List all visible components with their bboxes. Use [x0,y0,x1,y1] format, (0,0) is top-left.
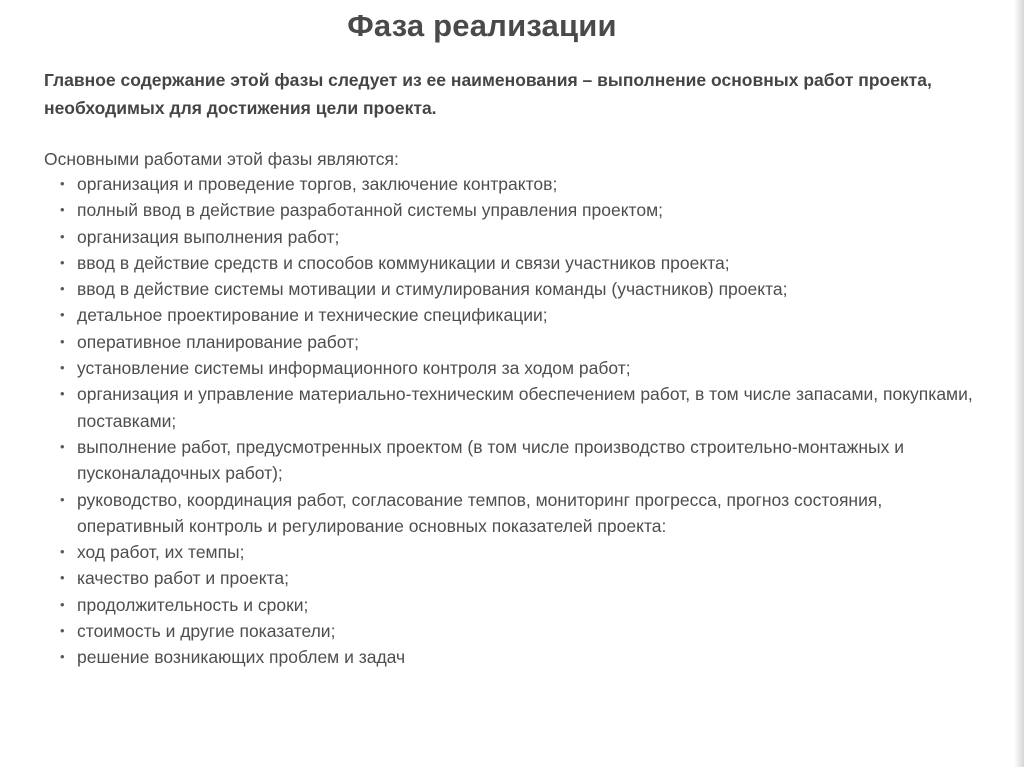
list-item [60,250,990,276]
list-item [60,565,990,591]
list-item-text: оперативное планирование работ; [77,331,360,352]
list-item-text: ввод в действие системы мотивации и стимулирования команды (участников) проекта; [77,279,788,300]
list-item-text: организация и проведение торгов, заключение контрактов; [77,174,558,194]
bullet-icon: • [60,438,65,454]
list-item [60,355,990,381]
bullet-icon: • [60,570,65,586]
list-item [60,197,990,223]
bullet-icon: • [60,623,65,639]
list-item [60,224,990,250]
list-item-text: выполнение работ, предусмотренных проектом (в том числе производство строительно-монтажных и пусконаладочных работ); [77,436,904,484]
list-item-text: организация и управление материально-техническим обеспечением работ, в том числе запасами, покупками, поставками; [77,384,973,431]
list-item-text: продолжительность и сроки; [77,594,309,615]
list-item [60,618,990,644]
list-item [60,644,990,670]
bullet-icon: • [60,307,65,323]
list-item-text: руководство, координация работ, согласование темпов, мониторинг прогресса, прогноз состояния, оперативный контроль и регулирование основных показателей проекта: [77,489,883,536]
bullet-icon: • [60,544,65,560]
list-item [60,171,990,197]
list-item-text: решение возникающих проблем и задач [77,647,406,668]
list-item [60,592,990,618]
list-item [60,276,990,302]
bullet-icon: • [60,491,65,507]
bullet-icon: • [60,202,65,218]
bullet-icon: • [60,649,65,665]
list-item-text: организация выполнения работ; [77,226,340,247]
list-item-text: детальное проектирование и технические спецификации; [77,305,548,326]
list-item-text: полный ввод в действие разработанной системы управления проектом; [77,200,664,221]
list-item-text: установление системы информационного контроля за ходом работ; [77,358,631,379]
list-item-text: стоимость и другие показатели; [77,621,336,642]
bullet-icon: • [60,596,65,612]
list-item [60,434,990,487]
bullet-icon: • [60,228,65,244]
list-item-text: ход работ, их темпы; [77,542,245,563]
page-edge-shadow [1014,0,1024,767]
bullet-icon: • [60,281,65,297]
bullet-icon: • [60,176,65,191]
bullet-icon: • [60,360,65,376]
task-list [60,171,990,671]
bullet-icon: • [60,254,65,270]
list-item [60,302,990,328]
bullet-icon: • [60,386,65,402]
list-item-text: качество работ и проекта; [77,568,289,589]
list-item-text: ввод в действие средств и способов коммуникации и связи участников проекта; [77,252,730,273]
list-item [60,539,990,565]
list-item [60,381,990,434]
list-heading: Основными работами этой фазы являются: [44,149,399,169]
list-item [60,487,990,540]
intro-paragraph: Главное содержание этой фазы следует из ее наименования – выполнение основных работ проекта, необходимых для достижения цели проекта. [44,70,932,118]
slide-title: Фаза реализации [347,8,617,43]
list-item [60,329,990,355]
bullet-icon: • [60,333,65,349]
